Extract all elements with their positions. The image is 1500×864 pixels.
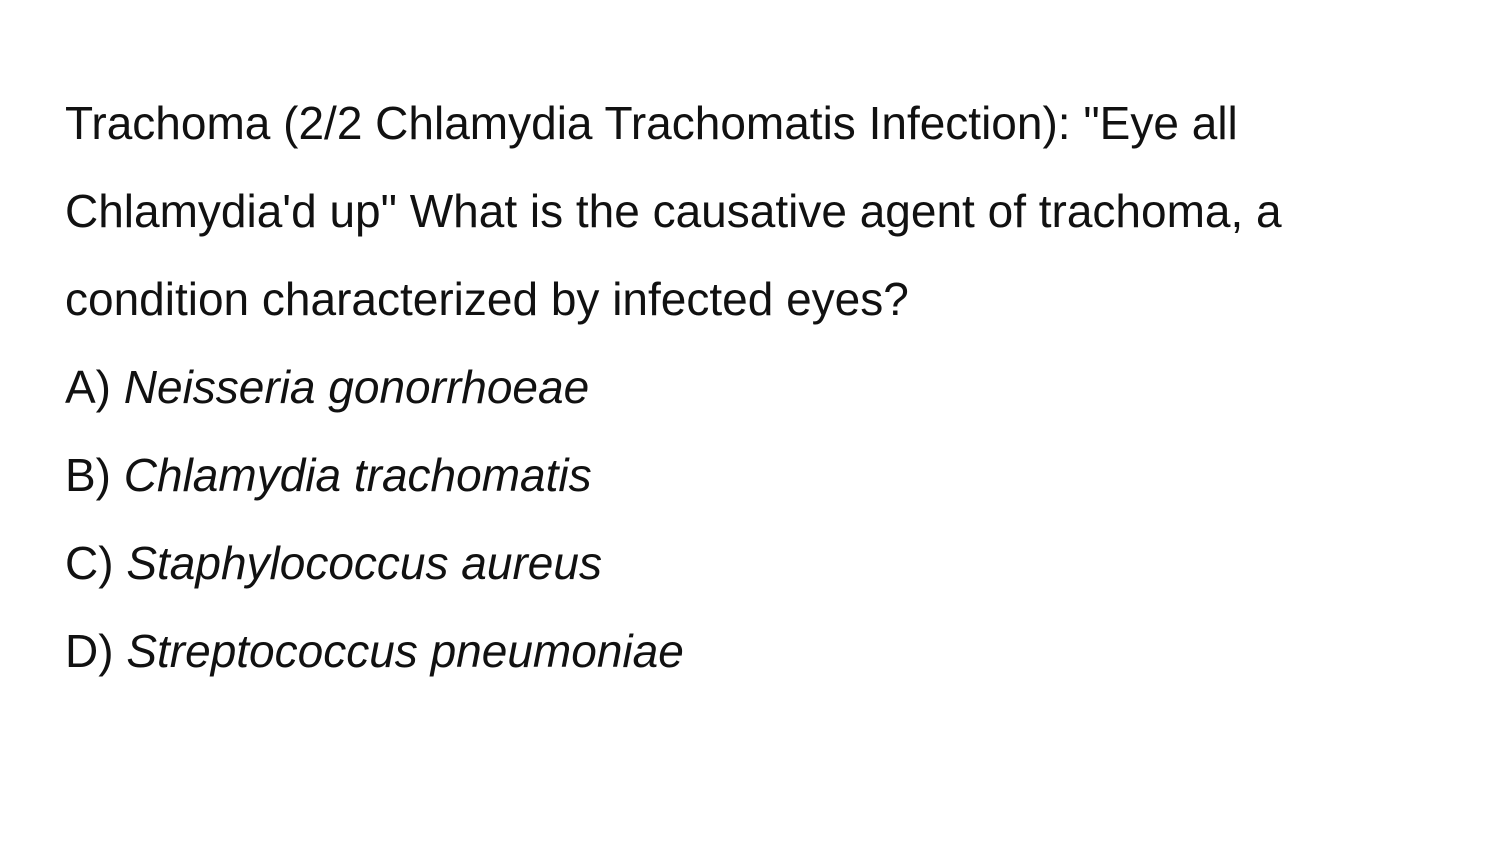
answer-option-d[interactable]	[65, 607, 1465, 695]
option-letter: B)	[65, 449, 111, 501]
answer-option-a[interactable]	[65, 343, 1465, 431]
question-text: Trachoma (2/2 Chlamydia Trachomatis Infection): "Eye all Chlamydia'd up" What is the causative agent of trachoma, a condition characterized by infected eyes?	[65, 97, 1282, 325]
option-letter: D)	[65, 625, 114, 677]
answer-option-c[interactable]	[65, 519, 1465, 607]
option-text: Streptococcus pneumoniae	[126, 625, 684, 677]
option-text: Staphylococcus aureus	[126, 537, 602, 589]
option-text: Neisseria gonorrhoeae	[123, 361, 590, 413]
answer-options-list	[65, 343, 1465, 695]
quiz-card	[65, 79, 1465, 695]
option-letter: A)	[65, 361, 111, 413]
option-text: Chlamydia trachomatis	[123, 449, 592, 501]
option-letter: C)	[65, 537, 114, 589]
answer-option-b[interactable]	[65, 431, 1465, 519]
